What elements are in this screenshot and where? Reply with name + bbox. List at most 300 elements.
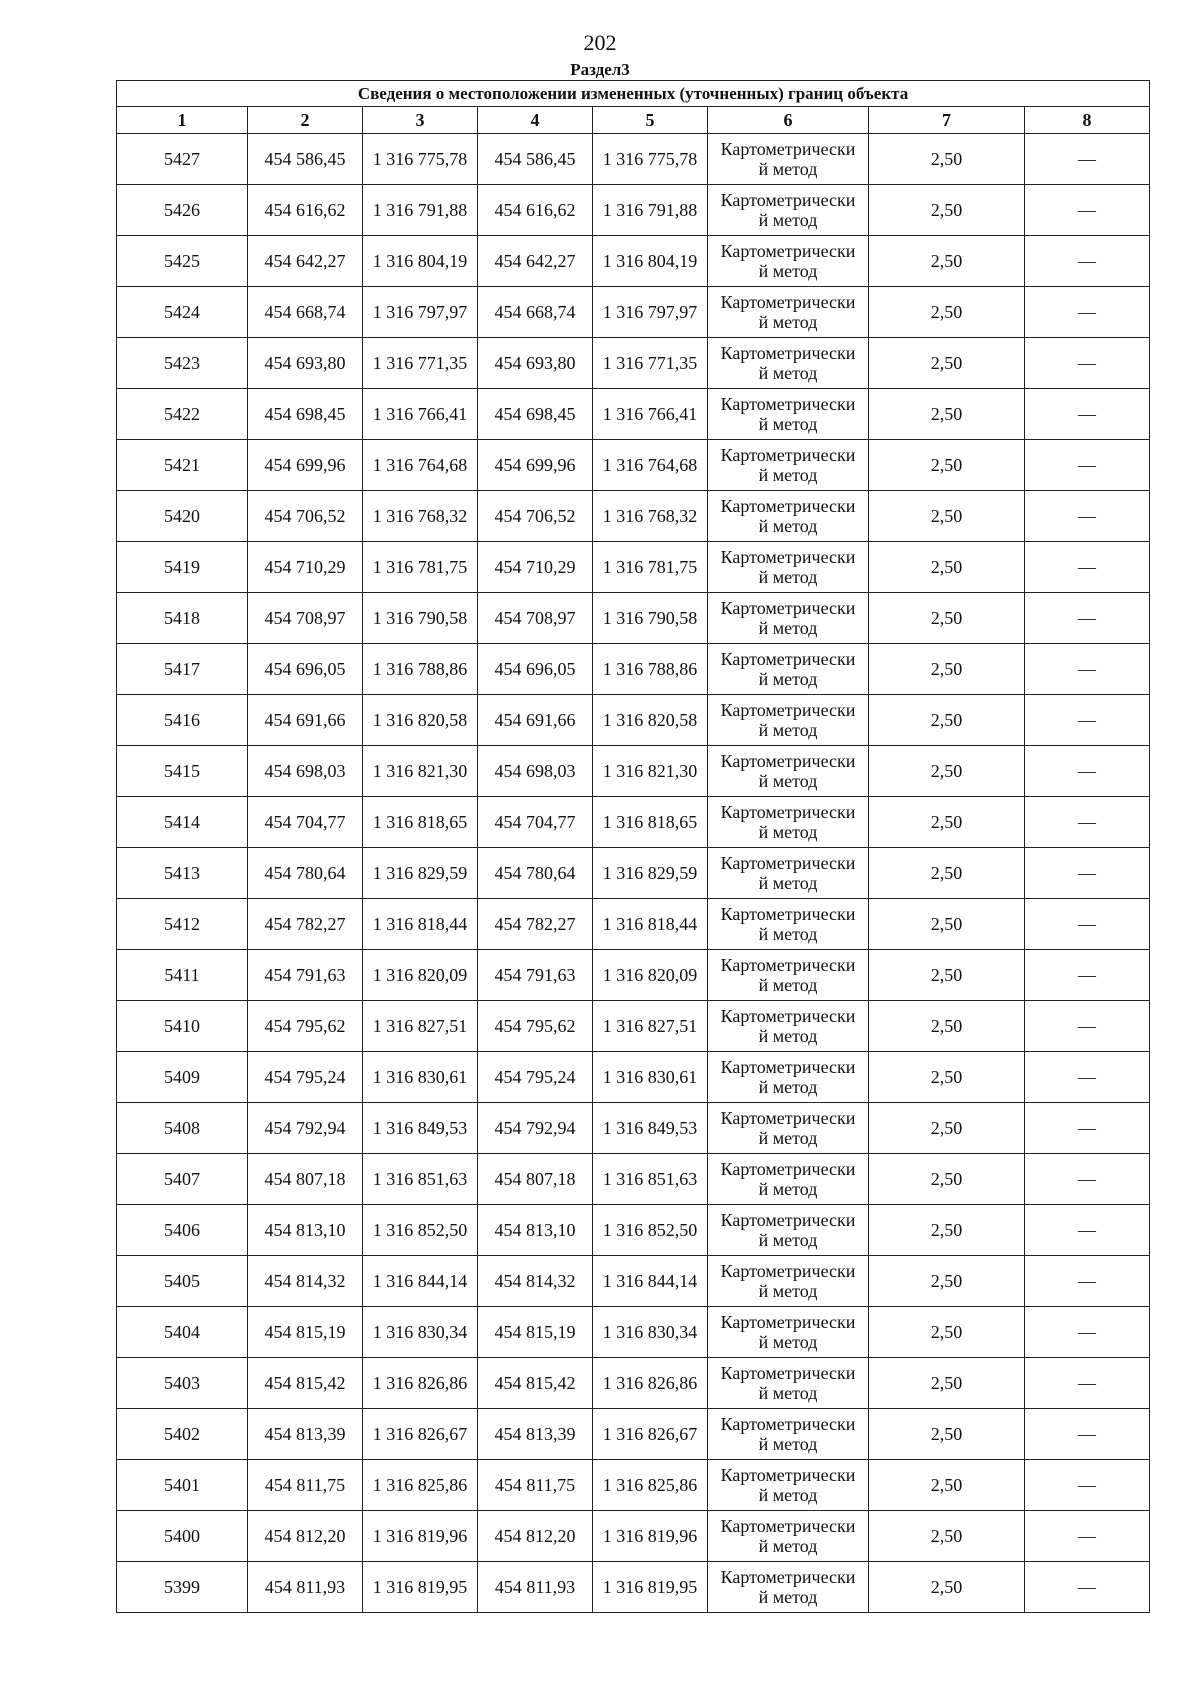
y-coordinate-cell: 1 316 791,88 bbox=[363, 185, 478, 236]
method-cell bbox=[708, 899, 869, 950]
x-coordinate-refined-cell: 454 795,24 bbox=[478, 1052, 593, 1103]
description-cell: — bbox=[1025, 1562, 1150, 1613]
point-number-cell: 5422 bbox=[117, 389, 248, 440]
accuracy-cell: 2,50 bbox=[869, 695, 1025, 746]
x-coordinate-cell: 454 710,29 bbox=[248, 542, 363, 593]
accuracy-cell: 2,50 bbox=[869, 1103, 1025, 1154]
method-line-2: й метод bbox=[758, 873, 818, 893]
y-coordinate-cell: 1 316 827,51 bbox=[363, 1001, 478, 1052]
table-row bbox=[117, 746, 1150, 797]
x-coordinate-cell: 454 791,63 bbox=[248, 950, 363, 1001]
table-caption-row bbox=[117, 81, 1150, 107]
point-number-cell: 5404 bbox=[117, 1307, 248, 1358]
x-coordinate-refined-cell: 454 616,62 bbox=[478, 185, 593, 236]
column-number: 5 bbox=[593, 107, 708, 134]
column-number: 3 bbox=[363, 107, 478, 134]
method-line-2: й метод bbox=[758, 1281, 818, 1301]
method-line-1: Картометрически bbox=[720, 1363, 856, 1383]
x-coordinate-cell: 454 699,96 bbox=[248, 440, 363, 491]
x-coordinate-cell: 454 704,77 bbox=[248, 797, 363, 848]
method-line-1: Картометрически bbox=[720, 139, 856, 159]
point-number-cell: 5415 bbox=[117, 746, 248, 797]
x-coordinate-refined-cell: 454 815,42 bbox=[478, 1358, 593, 1409]
table-row bbox=[117, 236, 1150, 287]
x-coordinate-cell: 454 811,93 bbox=[248, 1562, 363, 1613]
y-coordinate-cell: 1 316 788,86 bbox=[363, 644, 478, 695]
table-row bbox=[117, 440, 1150, 491]
description-cell: — bbox=[1025, 848, 1150, 899]
table-row bbox=[117, 134, 1150, 185]
column-number-row bbox=[117, 107, 1150, 134]
description-cell: — bbox=[1025, 644, 1150, 695]
x-coordinate-refined-cell: 454 782,27 bbox=[478, 899, 593, 950]
method-cell bbox=[708, 542, 869, 593]
x-coordinate-refined-cell: 454 792,94 bbox=[478, 1103, 593, 1154]
point-number-cell: 5414 bbox=[117, 797, 248, 848]
x-coordinate-cell: 454 691,66 bbox=[248, 695, 363, 746]
method-line-2: й метод bbox=[758, 1026, 818, 1046]
table-row bbox=[117, 1205, 1150, 1256]
description-cell: — bbox=[1025, 440, 1150, 491]
method-line-1: Картометрически bbox=[720, 649, 856, 669]
accuracy-cell: 2,50 bbox=[869, 1307, 1025, 1358]
y-coordinate-cell: 1 316 852,50 bbox=[363, 1205, 478, 1256]
y-coordinate-cell: 1 316 820,58 bbox=[363, 695, 478, 746]
x-coordinate-refined-cell: 454 704,77 bbox=[478, 797, 593, 848]
x-coordinate-cell: 454 642,27 bbox=[248, 236, 363, 287]
y-coordinate-cell: 1 316 819,95 bbox=[363, 1562, 478, 1613]
description-cell: — bbox=[1025, 1358, 1150, 1409]
method-cell bbox=[708, 1460, 869, 1511]
method-line-2: й метод bbox=[758, 822, 818, 842]
description-cell: — bbox=[1025, 1205, 1150, 1256]
x-coordinate-refined-cell: 454 696,05 bbox=[478, 644, 593, 695]
x-coordinate-cell: 454 792,94 bbox=[248, 1103, 363, 1154]
method-cell bbox=[708, 440, 869, 491]
method-line-1: Картометрически bbox=[720, 547, 856, 567]
description-cell: — bbox=[1025, 950, 1150, 1001]
x-coordinate-cell: 454 813,10 bbox=[248, 1205, 363, 1256]
point-number-cell: 5413 bbox=[117, 848, 248, 899]
y-coordinate-refined-cell: 1 316 766,41 bbox=[593, 389, 708, 440]
y-coordinate-refined-cell: 1 316 797,97 bbox=[593, 287, 708, 338]
description-cell: — bbox=[1025, 542, 1150, 593]
y-coordinate-refined-cell: 1 316 827,51 bbox=[593, 1001, 708, 1052]
y-coordinate-refined-cell: 1 316 829,59 bbox=[593, 848, 708, 899]
x-coordinate-refined-cell: 454 698,45 bbox=[478, 389, 593, 440]
accuracy-cell: 2,50 bbox=[869, 236, 1025, 287]
y-coordinate-cell: 1 316 819,96 bbox=[363, 1511, 478, 1562]
accuracy-cell: 2,50 bbox=[869, 848, 1025, 899]
point-number-cell: 5412 bbox=[117, 899, 248, 950]
method-cell bbox=[708, 1103, 869, 1154]
column-number: 8 bbox=[1025, 107, 1150, 134]
method-line-2: й метод bbox=[758, 1485, 818, 1505]
x-coordinate-cell: 454 696,05 bbox=[248, 644, 363, 695]
table-row bbox=[117, 1256, 1150, 1307]
method-line-1: Картометрически bbox=[720, 1006, 856, 1026]
accuracy-cell: 2,50 bbox=[869, 542, 1025, 593]
y-coordinate-cell: 1 316 849,53 bbox=[363, 1103, 478, 1154]
y-coordinate-refined-cell: 1 316 830,34 bbox=[593, 1307, 708, 1358]
method-line-2: й метод bbox=[758, 771, 818, 791]
method-line-2: й метод bbox=[758, 414, 818, 434]
x-coordinate-cell: 454 815,42 bbox=[248, 1358, 363, 1409]
x-coordinate-refined-cell: 454 811,93 bbox=[478, 1562, 593, 1613]
method-line-1: Картометрически bbox=[720, 1516, 856, 1536]
method-line-2: й метод bbox=[758, 1230, 818, 1250]
y-coordinate-refined-cell: 1 316 826,86 bbox=[593, 1358, 708, 1409]
y-coordinate-refined-cell: 1 316 771,35 bbox=[593, 338, 708, 389]
method-line-2: й метод bbox=[758, 1434, 818, 1454]
y-coordinate-refined-cell: 1 316 820,58 bbox=[593, 695, 708, 746]
method-line-2: й метод bbox=[758, 1383, 818, 1403]
y-coordinate-refined-cell: 1 316 819,95 bbox=[593, 1562, 708, 1613]
x-coordinate-refined-cell: 454 706,52 bbox=[478, 491, 593, 542]
accuracy-cell: 2,50 bbox=[869, 593, 1025, 644]
point-number-cell: 5402 bbox=[117, 1409, 248, 1460]
column-number: 2 bbox=[248, 107, 363, 134]
y-coordinate-cell: 1 316 768,32 bbox=[363, 491, 478, 542]
point-number-cell: 5400 bbox=[117, 1511, 248, 1562]
x-coordinate-cell: 454 811,75 bbox=[248, 1460, 363, 1511]
y-coordinate-cell: 1 316 804,19 bbox=[363, 236, 478, 287]
table-row bbox=[117, 593, 1150, 644]
description-cell: — bbox=[1025, 593, 1150, 644]
method-line-1: Картометрически bbox=[720, 1159, 856, 1179]
x-coordinate-refined-cell: 454 813,39 bbox=[478, 1409, 593, 1460]
table-row bbox=[117, 1460, 1150, 1511]
x-coordinate-refined-cell: 454 813,10 bbox=[478, 1205, 593, 1256]
method-cell bbox=[708, 1307, 869, 1358]
table-row bbox=[117, 1052, 1150, 1103]
y-coordinate-refined-cell: 1 316 804,19 bbox=[593, 236, 708, 287]
description-cell: — bbox=[1025, 1001, 1150, 1052]
point-number-cell: 5421 bbox=[117, 440, 248, 491]
method-cell bbox=[708, 950, 869, 1001]
description-cell: — bbox=[1025, 1460, 1150, 1511]
method-line-1: Картометрически bbox=[720, 700, 856, 720]
point-number-cell: 5403 bbox=[117, 1358, 248, 1409]
method-cell bbox=[708, 848, 869, 899]
accuracy-cell: 2,50 bbox=[869, 389, 1025, 440]
table-row bbox=[117, 1307, 1150, 1358]
point-number-cell: 5401 bbox=[117, 1460, 248, 1511]
y-coordinate-cell: 1 316 825,86 bbox=[363, 1460, 478, 1511]
x-coordinate-cell: 454 782,27 bbox=[248, 899, 363, 950]
table-row bbox=[117, 1154, 1150, 1205]
method-line-1: Картометрически bbox=[720, 496, 856, 516]
y-coordinate-refined-cell: 1 316 819,96 bbox=[593, 1511, 708, 1562]
method-line-1: Картометрически bbox=[720, 292, 856, 312]
y-coordinate-refined-cell: 1 316 826,67 bbox=[593, 1409, 708, 1460]
page-number: 202 bbox=[583, 30, 617, 55]
x-coordinate-refined-cell: 454 791,63 bbox=[478, 950, 593, 1001]
column-number: 7 bbox=[869, 107, 1025, 134]
point-number-cell: 5419 bbox=[117, 542, 248, 593]
accuracy-cell: 2,50 bbox=[869, 440, 1025, 491]
y-coordinate-cell: 1 316 818,44 bbox=[363, 899, 478, 950]
point-number-cell: 5420 bbox=[117, 491, 248, 542]
method-cell bbox=[708, 1154, 869, 1205]
point-number-cell: 5426 bbox=[117, 185, 248, 236]
method-line-1: Картометрически bbox=[720, 190, 856, 210]
method-line-2: й метод bbox=[758, 261, 818, 281]
description-cell: — bbox=[1025, 287, 1150, 338]
method-line-1: Картометрически bbox=[720, 598, 856, 618]
y-coordinate-cell: 1 316 826,67 bbox=[363, 1409, 478, 1460]
x-coordinate-cell: 454 706,52 bbox=[248, 491, 363, 542]
description-cell: — bbox=[1025, 1409, 1150, 1460]
y-coordinate-refined-cell: 1 316 768,32 bbox=[593, 491, 708, 542]
y-coordinate-cell: 1 316 826,86 bbox=[363, 1358, 478, 1409]
table-row bbox=[117, 491, 1150, 542]
method-line-1: Картометрически bbox=[720, 955, 856, 975]
point-number-cell: 5406 bbox=[117, 1205, 248, 1256]
x-coordinate-refined-cell: 454 811,75 bbox=[478, 1460, 593, 1511]
method-line-2: й метод bbox=[758, 567, 818, 587]
y-coordinate-refined-cell: 1 316 788,86 bbox=[593, 644, 708, 695]
description-cell: — bbox=[1025, 185, 1150, 236]
table-row bbox=[117, 1562, 1150, 1613]
y-coordinate-cell: 1 316 775,78 bbox=[363, 134, 478, 185]
method-line-2: й метод bbox=[758, 975, 818, 995]
x-coordinate-cell: 454 586,45 bbox=[248, 134, 363, 185]
x-coordinate-refined-cell: 454 708,97 bbox=[478, 593, 593, 644]
accuracy-cell: 2,50 bbox=[869, 287, 1025, 338]
accuracy-cell: 2,50 bbox=[869, 1511, 1025, 1562]
method-line-1: Картометрически bbox=[720, 1312, 856, 1332]
table-row bbox=[117, 899, 1150, 950]
accuracy-cell: 2,50 bbox=[869, 1460, 1025, 1511]
accuracy-cell: 2,50 bbox=[869, 1052, 1025, 1103]
method-line-2: й метод bbox=[758, 1179, 818, 1199]
method-line-1: Картометрически bbox=[720, 904, 856, 924]
description-cell: — bbox=[1025, 134, 1150, 185]
method-line-1: Картометрически bbox=[720, 1210, 856, 1230]
x-coordinate-cell: 454 616,62 bbox=[248, 185, 363, 236]
x-coordinate-cell: 454 813,39 bbox=[248, 1409, 363, 1460]
y-coordinate-refined-cell: 1 316 818,44 bbox=[593, 899, 708, 950]
y-coordinate-cell: 1 316 797,97 bbox=[363, 287, 478, 338]
accuracy-cell: 2,50 bbox=[869, 185, 1025, 236]
method-line-2: й метод bbox=[758, 720, 818, 740]
table-row bbox=[117, 797, 1150, 848]
y-coordinate-cell: 1 316 771,35 bbox=[363, 338, 478, 389]
method-cell bbox=[708, 185, 869, 236]
x-coordinate-refined-cell: 454 807,18 bbox=[478, 1154, 593, 1205]
method-cell bbox=[708, 1511, 869, 1562]
method-line-2: й метод bbox=[758, 1587, 818, 1607]
table-body bbox=[117, 134, 1150, 1613]
method-cell bbox=[708, 746, 869, 797]
description-cell: — bbox=[1025, 1103, 1150, 1154]
description-cell: — bbox=[1025, 1052, 1150, 1103]
point-number-cell: 5417 bbox=[117, 644, 248, 695]
method-line-2: й метод bbox=[758, 618, 818, 638]
table-row bbox=[117, 950, 1150, 1001]
x-coordinate-cell: 454 795,62 bbox=[248, 1001, 363, 1052]
method-line-2: й метод bbox=[758, 465, 818, 485]
y-coordinate-refined-cell: 1 316 825,86 bbox=[593, 1460, 708, 1511]
point-number-cell: 5418 bbox=[117, 593, 248, 644]
method-cell bbox=[708, 134, 869, 185]
method-cell bbox=[708, 287, 869, 338]
description-cell: — bbox=[1025, 899, 1150, 950]
method-line-1: Картометрически bbox=[720, 1414, 856, 1434]
point-number-cell: 5424 bbox=[117, 287, 248, 338]
x-coordinate-cell: 454 795,24 bbox=[248, 1052, 363, 1103]
point-number-cell: 5399 bbox=[117, 1562, 248, 1613]
accuracy-cell: 2,50 bbox=[869, 134, 1025, 185]
y-coordinate-cell: 1 316 781,75 bbox=[363, 542, 478, 593]
y-coordinate-cell: 1 316 766,41 bbox=[363, 389, 478, 440]
method-line-1: Картометрически bbox=[720, 1465, 856, 1485]
description-cell: — bbox=[1025, 491, 1150, 542]
x-coordinate-refined-cell: 454 812,20 bbox=[478, 1511, 593, 1562]
table-caption: Сведения о местоположении измененных (уточненных) границ объекта bbox=[117, 81, 1150, 107]
accuracy-cell: 2,50 bbox=[869, 1154, 1025, 1205]
accuracy-cell: 2,50 bbox=[869, 1358, 1025, 1409]
method-line-2: й метод bbox=[758, 669, 818, 689]
x-coordinate-cell: 454 698,03 bbox=[248, 746, 363, 797]
method-line-1: Картометрически bbox=[720, 1261, 856, 1281]
x-coordinate-refined-cell: 454 693,80 bbox=[478, 338, 593, 389]
method-cell bbox=[708, 1562, 869, 1613]
x-coordinate-cell: 454 698,45 bbox=[248, 389, 363, 440]
column-number: 6 bbox=[708, 107, 869, 134]
x-coordinate-cell: 454 708,97 bbox=[248, 593, 363, 644]
method-line-2: й метод bbox=[758, 312, 818, 332]
y-coordinate-refined-cell: 1 316 851,63 bbox=[593, 1154, 708, 1205]
x-coordinate-refined-cell: 454 586,45 bbox=[478, 134, 593, 185]
column-number: 1 bbox=[117, 107, 248, 134]
y-coordinate-cell: 1 316 818,65 bbox=[363, 797, 478, 848]
y-coordinate-refined-cell: 1 316 764,68 bbox=[593, 440, 708, 491]
section-title: Раздел3 bbox=[570, 60, 630, 79]
method-line-1: Картометрически bbox=[720, 1567, 856, 1587]
accuracy-cell: 2,50 bbox=[869, 1001, 1025, 1052]
y-coordinate-refined-cell: 1 316 775,78 bbox=[593, 134, 708, 185]
x-coordinate-refined-cell: 454 668,74 bbox=[478, 287, 593, 338]
table-row bbox=[117, 287, 1150, 338]
x-coordinate-refined-cell: 454 780,64 bbox=[478, 848, 593, 899]
method-line-1: Картометрически bbox=[720, 445, 856, 465]
accuracy-cell: 2,50 bbox=[869, 1409, 1025, 1460]
point-number-cell: 5410 bbox=[117, 1001, 248, 1052]
x-coordinate-refined-cell: 454 815,19 bbox=[478, 1307, 593, 1358]
method-line-1: Картометрически bbox=[720, 1057, 856, 1077]
method-cell bbox=[708, 1052, 869, 1103]
y-coordinate-cell: 1 316 844,14 bbox=[363, 1256, 478, 1307]
column-number: 4 bbox=[478, 107, 593, 134]
table-row bbox=[117, 1358, 1150, 1409]
method-cell bbox=[708, 389, 869, 440]
x-coordinate-cell: 454 812,20 bbox=[248, 1511, 363, 1562]
y-coordinate-cell: 1 316 829,59 bbox=[363, 848, 478, 899]
x-coordinate-cell: 454 780,64 bbox=[248, 848, 363, 899]
y-coordinate-cell: 1 316 820,09 bbox=[363, 950, 478, 1001]
point-number-cell: 5416 bbox=[117, 695, 248, 746]
table-row bbox=[117, 1001, 1150, 1052]
method-line-2: й метод bbox=[758, 1128, 818, 1148]
method-line-1: Картометрически bbox=[720, 1108, 856, 1128]
method-line-2: й метод bbox=[758, 363, 818, 383]
table-row bbox=[117, 389, 1150, 440]
y-coordinate-refined-cell: 1 316 852,50 bbox=[593, 1205, 708, 1256]
table-row bbox=[117, 1409, 1150, 1460]
y-coordinate-refined-cell: 1 316 791,88 bbox=[593, 185, 708, 236]
x-coordinate-refined-cell: 454 642,27 bbox=[478, 236, 593, 287]
table-row bbox=[117, 1511, 1150, 1562]
y-coordinate-cell: 1 316 830,61 bbox=[363, 1052, 478, 1103]
x-coordinate-refined-cell: 454 710,29 bbox=[478, 542, 593, 593]
method-line-2: й метод bbox=[758, 210, 818, 230]
description-cell: — bbox=[1025, 797, 1150, 848]
coordinates-table bbox=[116, 80, 1150, 1613]
accuracy-cell: 2,50 bbox=[869, 797, 1025, 848]
accuracy-cell: 2,50 bbox=[869, 338, 1025, 389]
method-line-1: Картометрически bbox=[720, 343, 856, 363]
table-row bbox=[117, 185, 1150, 236]
method-cell bbox=[708, 1256, 869, 1307]
method-cell bbox=[708, 593, 869, 644]
description-cell: — bbox=[1025, 1511, 1150, 1562]
x-coordinate-cell: 454 807,18 bbox=[248, 1154, 363, 1205]
y-coordinate-cell: 1 316 764,68 bbox=[363, 440, 478, 491]
y-coordinate-refined-cell: 1 316 849,53 bbox=[593, 1103, 708, 1154]
table-row bbox=[117, 1103, 1150, 1154]
y-coordinate-refined-cell: 1 316 830,61 bbox=[593, 1052, 708, 1103]
table-row bbox=[117, 542, 1150, 593]
accuracy-cell: 2,50 bbox=[869, 491, 1025, 542]
description-cell: — bbox=[1025, 389, 1150, 440]
point-number-cell: 5425 bbox=[117, 236, 248, 287]
point-number-cell: 5411 bbox=[117, 950, 248, 1001]
method-cell bbox=[708, 491, 869, 542]
method-line-2: й метод bbox=[758, 159, 818, 179]
point-number-cell: 5409 bbox=[117, 1052, 248, 1103]
description-cell: — bbox=[1025, 1307, 1150, 1358]
accuracy-cell: 2,50 bbox=[869, 1256, 1025, 1307]
y-coordinate-refined-cell: 1 316 844,14 bbox=[593, 1256, 708, 1307]
method-cell bbox=[708, 1205, 869, 1256]
x-coordinate-refined-cell: 454 699,96 bbox=[478, 440, 593, 491]
y-coordinate-refined-cell: 1 316 818,65 bbox=[593, 797, 708, 848]
y-coordinate-cell: 1 316 851,63 bbox=[363, 1154, 478, 1205]
y-coordinate-refined-cell: 1 316 781,75 bbox=[593, 542, 708, 593]
y-coordinate-refined-cell: 1 316 821,30 bbox=[593, 746, 708, 797]
description-cell: — bbox=[1025, 338, 1150, 389]
method-line-1: Картометрически bbox=[720, 853, 856, 873]
description-cell: — bbox=[1025, 236, 1150, 287]
y-coordinate-cell: 1 316 790,58 bbox=[363, 593, 478, 644]
accuracy-cell: 2,50 bbox=[869, 950, 1025, 1001]
accuracy-cell: 2,50 bbox=[869, 644, 1025, 695]
method-line-2: й метод bbox=[758, 1077, 818, 1097]
method-line-2: й метод bbox=[758, 924, 818, 944]
x-coordinate-cell: 454 668,74 bbox=[248, 287, 363, 338]
method-cell bbox=[708, 1358, 869, 1409]
accuracy-cell: 2,50 bbox=[869, 746, 1025, 797]
table-row bbox=[117, 695, 1150, 746]
y-coordinate-refined-cell: 1 316 790,58 bbox=[593, 593, 708, 644]
y-coordinate-cell: 1 316 830,34 bbox=[363, 1307, 478, 1358]
description-cell: — bbox=[1025, 695, 1150, 746]
method-line-1: Картометрически bbox=[720, 394, 856, 414]
method-line-2: й метод bbox=[758, 1332, 818, 1352]
x-coordinate-cell: 454 814,32 bbox=[248, 1256, 363, 1307]
